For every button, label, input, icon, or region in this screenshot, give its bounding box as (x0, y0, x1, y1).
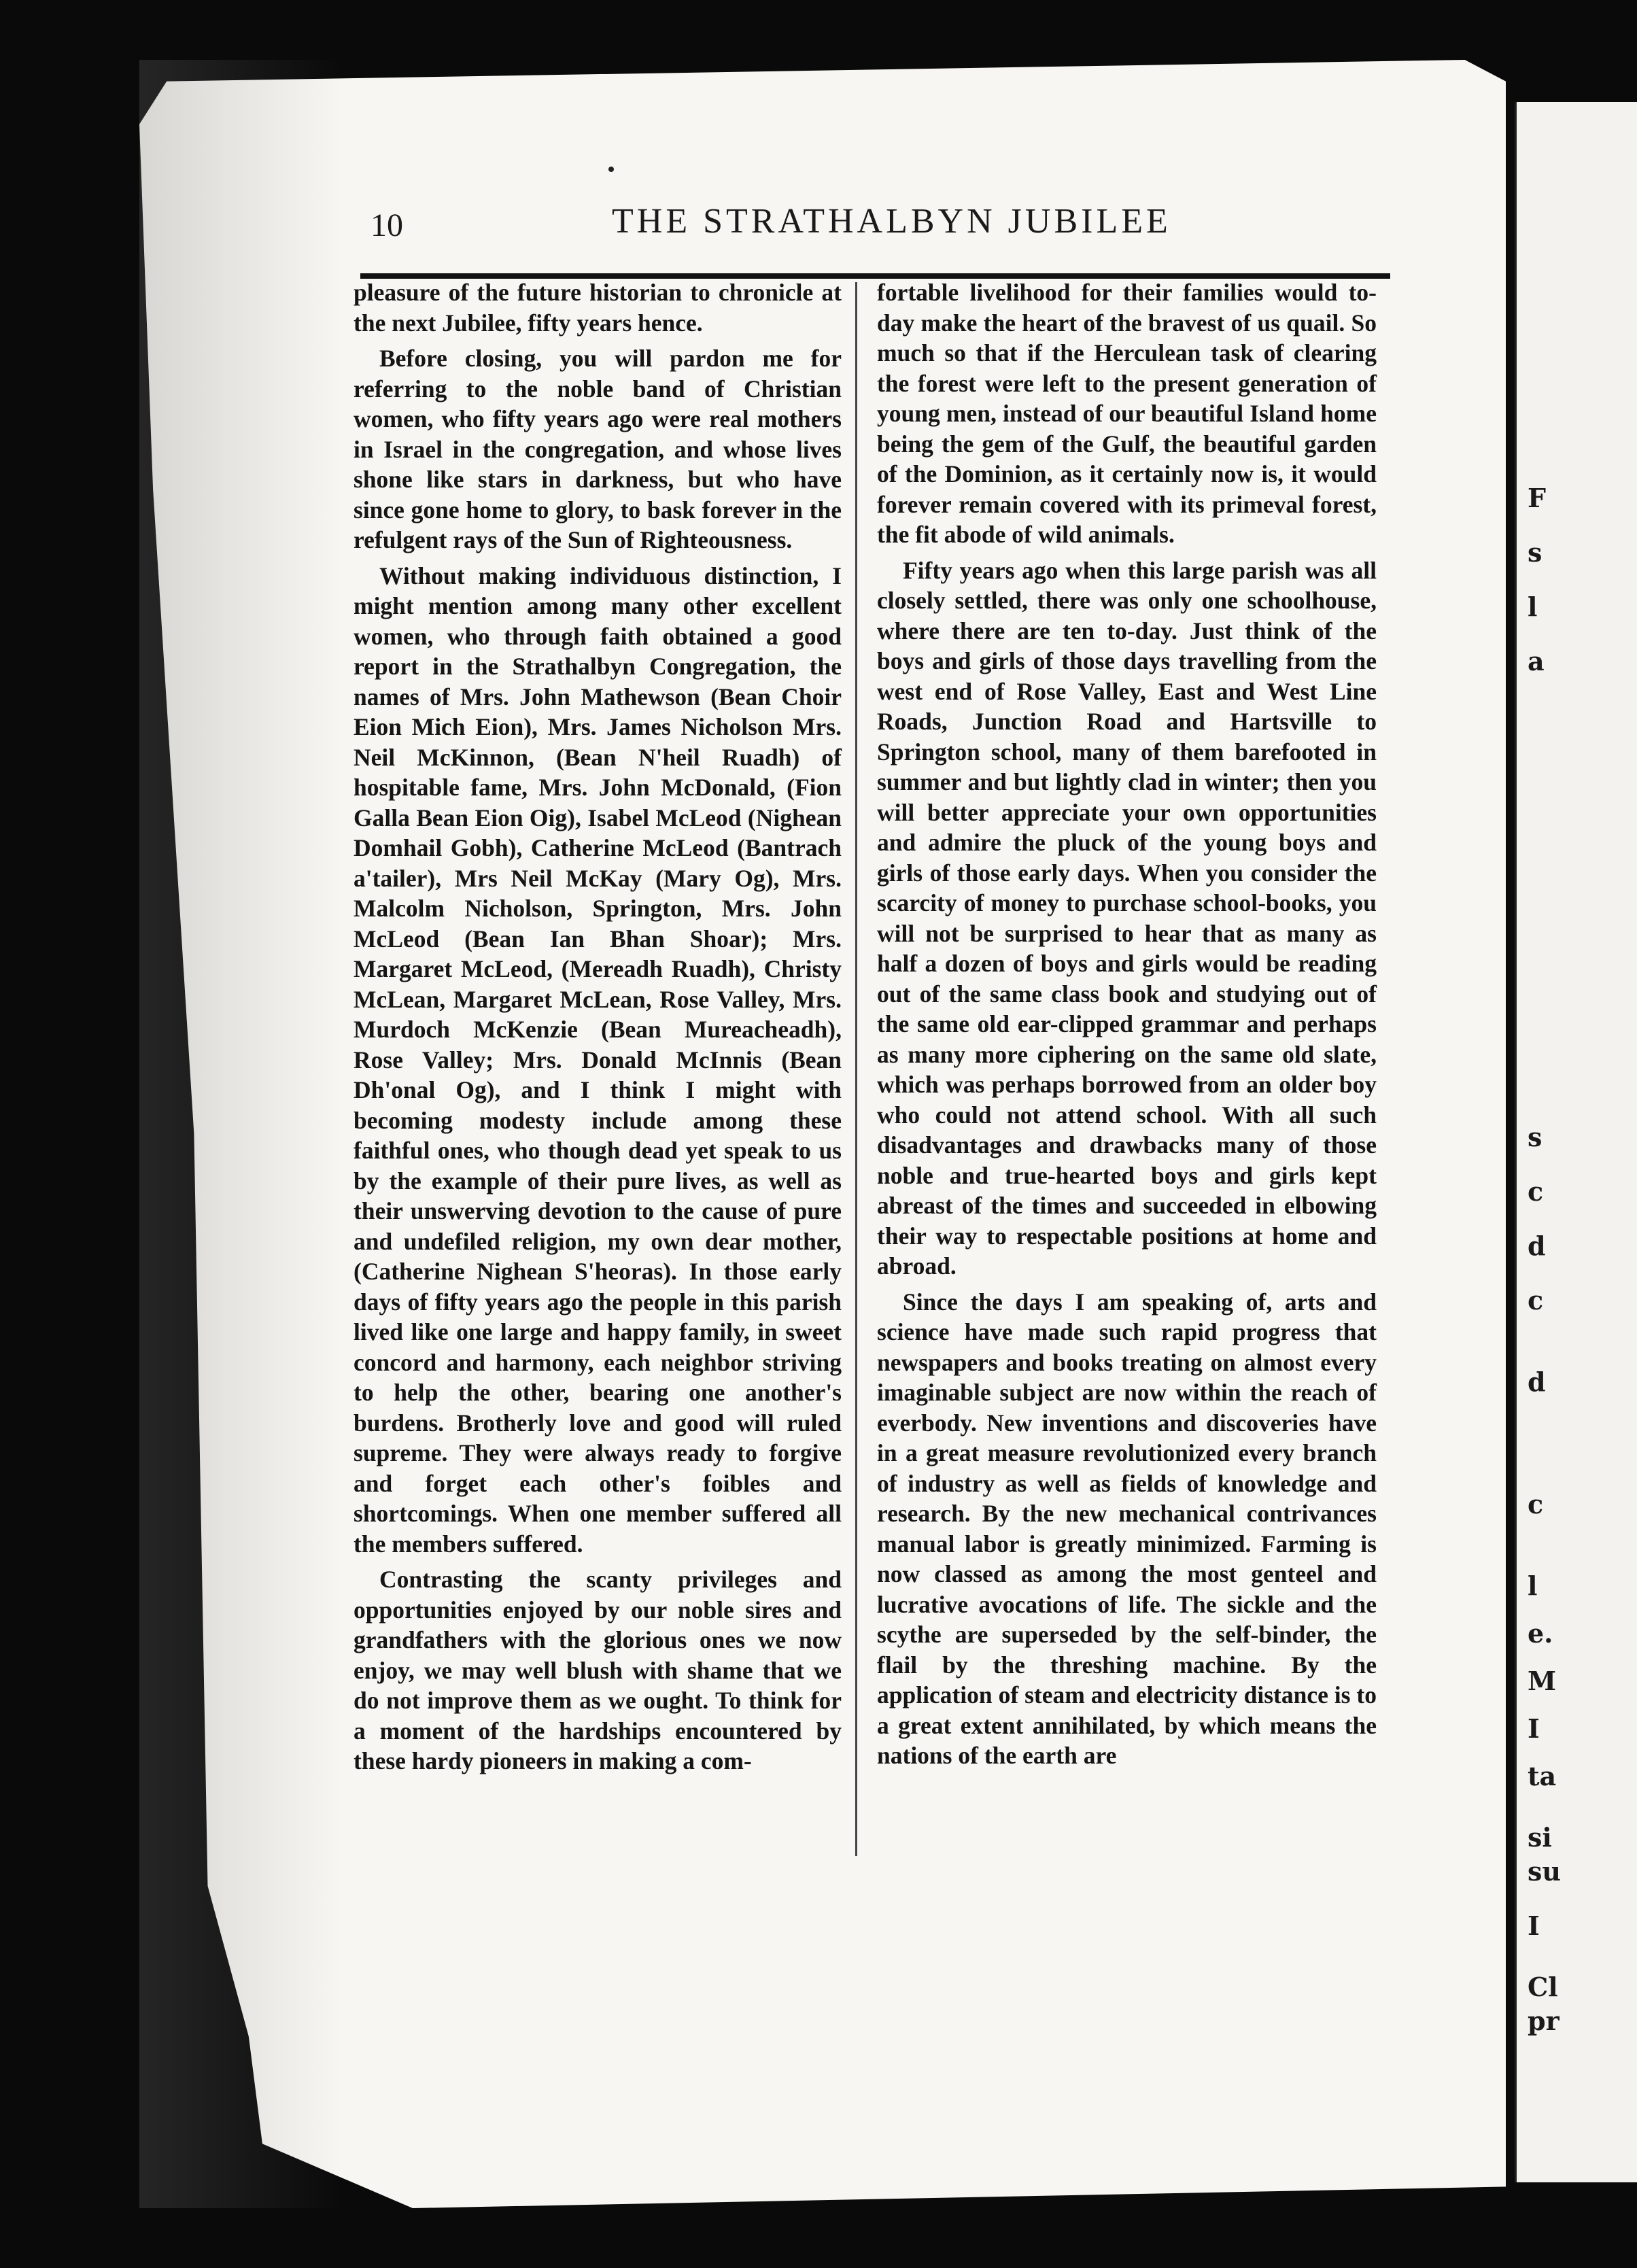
adjacent-text-fragment: l (1528, 591, 1538, 622)
paragraph: Without making individuous distinction, I might mention among many other excellent women, who through faith obtained a good report in the Strathalbyn Congregation, the names of Mrs. John Mathewson (Bean Choir Eion Mich Eion), Mrs. James Nicholson Mrs. Neil McKinnon, (Bean N'heil Ruadh) of hospitable fame, Mrs. John McDonald, (Fion Galla Bean Eion Oig), Isabel McLeod (Nighean Domhail Gobh), Catherine McLeod (Bantrach a'tailer), Mrs Neil McKay (Mary Og), Mrs. Malcolm Nicholson, Springton, Mrs. John McLeod (Bean Ian Bhan Shoar); Mrs. Margaret McLeod, (Mereadh Ruadh), Christy McLean, Margaret McLean, Rose Valley, Mrs. Murdoch McKenzie (Bean Mureacheadh), Rose Valley; Mrs. Donald McInnis (Bean Dh'onal Og), and I think I might with becoming modesty include among these faithful ones, who though dead yet speak to us by the example of their pure lives, as well as their unswerving devotion to the cause of pure and undefiled religion, my own dear mother, (Catherine Nighean S'heoras). In those early days of fifty years ago the people in this parish lived like one large and happy family, in sweet concord and harmony, each neighbor striving to help the other, bearing one another's burdens. Brotherly love and good will ruled supreme. They were always ready to forgive and forget each other's foibles and shortcomings. When one member suffered all the members suffered. (354, 562, 842, 1558)
adjacent-text-fragment: l (1528, 1570, 1538, 1601)
page-number: 10 (371, 207, 403, 243)
adjacent-text-fragment: M (1528, 1666, 1557, 1696)
adjacent-text-fragment: d (1528, 1367, 1546, 1397)
ink-speck (608, 167, 614, 172)
adjacent-text-fragment: c (1528, 1176, 1544, 1207)
page-header (371, 197, 1390, 252)
adjacent-text-fragment: e. (1528, 1618, 1553, 1649)
column-divider (855, 282, 857, 1856)
adjacent-text-fragment: s (1528, 1122, 1543, 1152)
adjacent-text-fragment: ta (1528, 1761, 1557, 1791)
paragraph: Since the days I am speaking of, arts and science have made such rapid progress that newspapers and books treating on almost every imaginable subject are now within the reach of everbody. New inventions and discoveries have in a great measure revolutionized every branch of industry as well as fields of knowledge and research. By the new mechanical contrivances manual labor is greatly minimized. Farming is now classed as among the most genteel and lucrative avocations of life. The sickle and the scythe are superseded by the self-binder, the flail by the threshing machine. By the application of steam and electricity distance is to a great extent annihilated, by which means the nations of the earth are (877, 1288, 1377, 1769)
adjacent-text-fragment: F (1528, 483, 1546, 513)
adjacent-text-fragment: s (1528, 537, 1543, 568)
paragraph: pleasure of the future historian to chronicle at the next Jubilee, fifty years hence. (354, 279, 842, 337)
adjacent-text-fragment: su (1528, 1856, 1562, 1887)
right-column (877, 277, 1377, 1776)
running-title: THE STRATHALBYN JUBILEE (612, 202, 1171, 241)
adjacent-text-fragment: c (1528, 1489, 1544, 1519)
adjacent-text-fragment: d (1528, 1231, 1546, 1261)
paragraph: fortable livelihood for their families would to-day make the heart of the bravest of us quail. So much so that if the Herculean task of clearing the forest were left to the present generation of young men, instead of our beautiful Island home being the gem of the Gulf, the beautiful garden of the Dominion, as it certainly now is, it would forever remain covered with its primeval forest, the fit abode of wild animals. (877, 279, 1377, 548)
adjacent-text-fragment: si (1528, 1822, 1552, 1853)
adjacent-text-fragment: a (1528, 646, 1545, 676)
adjacent-text-fragment: pr (1528, 2006, 1560, 2036)
paragraph: Before closing, you will pardon me for referring to the noble band of Christian women, who fifty years ago were real mothers in Israel in the congregation, and whose lives shone like stars in darkness, but who have since gone home to glory, to bask forever in the refulgent rays of the Sun of Righteousness. (354, 345, 842, 553)
adjacent-text-fragment: c (1528, 1285, 1544, 1316)
adjacent-text-fragment: I (1528, 1713, 1540, 1744)
paragraph: Contrasting the scanty privileges and opportunities enjoyed by our noble sires and grandfathers with the glorious ones we now enjoy, we may well blush with shame that we do not improve them as we ought. To think for a moment of the hardships encountered by these hardy pioneers in making a com- (354, 1566, 842, 1774)
paragraph: Fifty years ago when this large parish was all closely settled, there was only one schoolhouse, where there are ten to-day. Just think of the boys and girls of those days travelling from the west end of Rose Valley, East and West Line Roads, Junction Road and Hartsville to Springton school, many of them barefooted in summer and but lightly clad in winter; then you will better appreciate your own opportunities and admire the pluck of the young boys and girls of those early days. When you consider the scarcity of money to purchase school-books, you will not be surprised to hear that as many as half a dozen of boys and girls would be reading out of the same class book and studying out of the same old ear-clipped grammar and perhaps as many more ciphering on the same old slate, which was perhaps borrowed from an older boy who could not attend school. With all such disadvantages and drawbacks many of those noble and true-hearted boys and girls kept abreast of the times and succeeded in elbowing their way to respectable positions at home and abroad. (877, 556, 1377, 1279)
adjacent-page-edge (1515, 102, 1637, 2182)
adjacent-text-fragment: Cl (1528, 1972, 1558, 2002)
left-column (354, 277, 842, 1782)
adjacent-text-fragment: I (1528, 1910, 1540, 1941)
